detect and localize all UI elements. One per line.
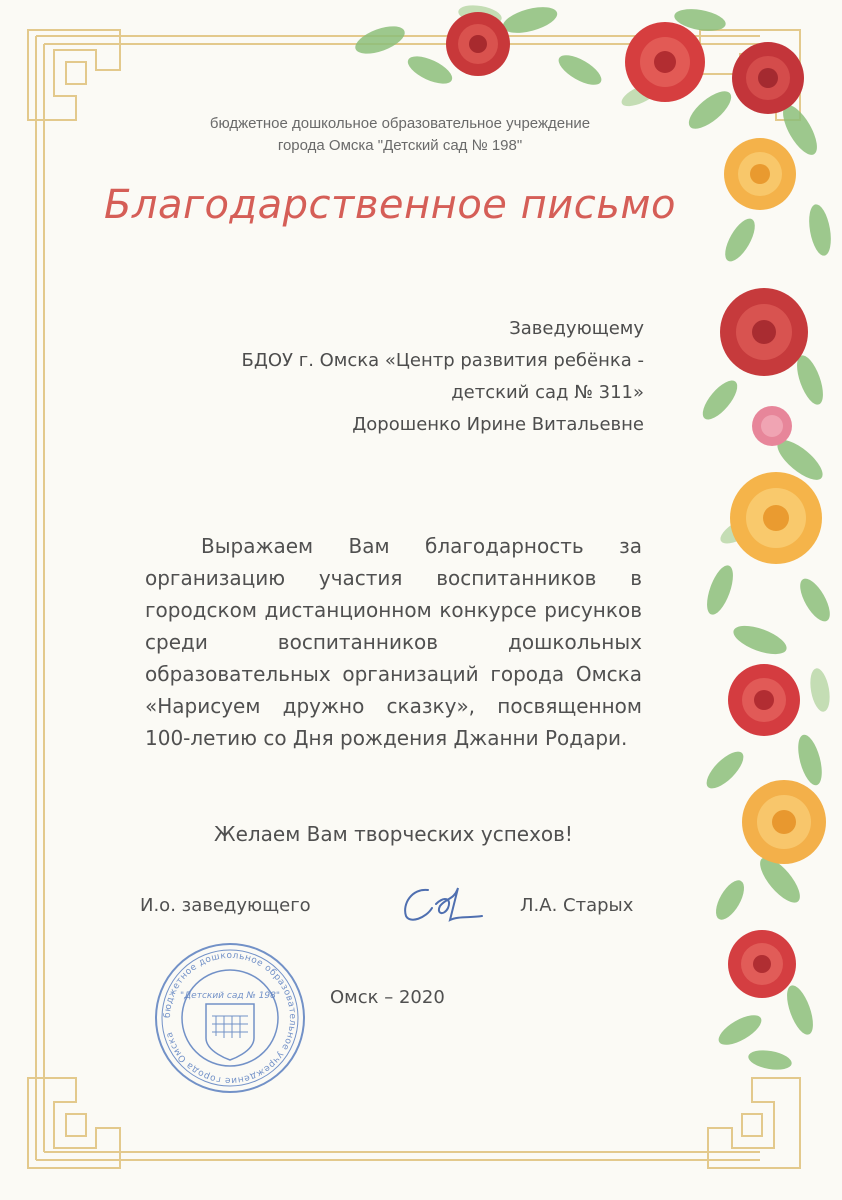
svg-text:бюджетное дошкольное образоват bbox=[163, 951, 297, 1085]
stamp-ring-text: бюджетное дошкольное образовательное учреждение города Омска bbox=[162, 950, 298, 1086]
recipient-line-4: Дорошенко Ирине Витальевне bbox=[352, 414, 644, 435]
letter-body bbox=[145, 530, 642, 754]
body-paragraph: Выражаем Вам благодарность за организацию участия воспитанников в городском дистанционном конкурсе рисунков среди воспитанников дошкольных образовательных организаций города Омска «Нарисуем дружно сказку», посвященном 100-летию со Дня рождения Джанни Родари. bbox=[145, 534, 642, 750]
recipient-block bbox=[241, 313, 644, 441]
official-stamp bbox=[152, 940, 308, 1096]
organization-line-2: города Омска "Детский сад № 198" bbox=[277, 137, 523, 154]
recipient-line-1: Заведующему bbox=[509, 318, 644, 339]
signatory-name: Л.А. Старых bbox=[520, 895, 634, 916]
document-title: Благодарственное письмо bbox=[103, 182, 676, 228]
recipient-line-3: детский сад № 311» bbox=[451, 382, 644, 403]
signatory-role: И.о. заведующего bbox=[140, 895, 311, 916]
organization-header bbox=[150, 113, 650, 157]
stamp-center-text: "Детский сад № 198" bbox=[180, 991, 280, 1001]
closing-wish: Желаем Вам творческих успехов! bbox=[214, 822, 573, 846]
handwritten-signature bbox=[398, 878, 488, 928]
place-date: Омск – 2020 bbox=[330, 987, 445, 1008]
recipient-line-2: БДОУ г. Омска «Центр развития ребёнка - bbox=[241, 350, 644, 371]
organization-line-1: бюджетное дошкольное образовательное учреждение bbox=[209, 115, 591, 132]
